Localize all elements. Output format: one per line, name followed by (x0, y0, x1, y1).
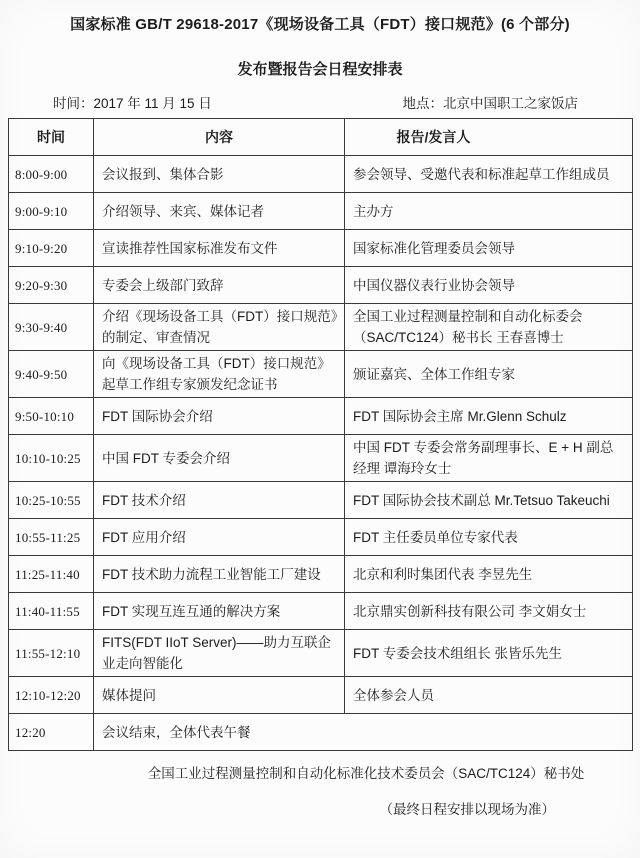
schedule-table (8, 118, 633, 751)
speaker-cell: 参会领导、受邀代表和标准起草工作组成员 (345, 156, 633, 193)
speaker-cell: 北京鼎实创新科技有限公司 李文娟女士 (345, 593, 633, 630)
content-cell: 媒体提问 (94, 677, 345, 714)
speaker-cell: 北京和利时集团代表 李昱先生 (345, 556, 633, 593)
time-cell: 9:50-10:10 (9, 398, 94, 435)
time-cell: 9:20-9:30 (9, 267, 94, 304)
schedule-row (9, 677, 633, 714)
time-cell: 9:00-9:10 (9, 193, 94, 230)
info-row (0, 92, 640, 112)
speaker-cell: FDT 专委会技术组组长 张皆乐先生 (345, 630, 633, 677)
header-content: 内容 (94, 119, 345, 156)
speaker-cell: FDT 主任委员单位专家代表 (345, 519, 633, 556)
schedule-row (9, 556, 633, 593)
schedule-row (9, 398, 633, 435)
header-time: 时间 (9, 119, 94, 156)
content-cell: FDT 实现互连互通的解决方案 (94, 593, 345, 630)
content-cell: 宣读推荐性国家标准发布文件 (94, 230, 345, 267)
header-speaker: 报告/发言人 (345, 119, 633, 156)
schedule-row (9, 482, 633, 519)
content-cell: 会议报到、集体合影 (94, 156, 345, 193)
footer-note: （最终日程安排以现场为准） (379, 802, 555, 817)
time-cell: 11:25-11:40 (9, 556, 94, 593)
content-cell: FDT 应用介绍 (94, 519, 345, 556)
speaker-cell: 中国仪器仪表行业协会领导 (345, 267, 633, 304)
speaker-cell: FDT 国际协会技术副总 Mr.Tetsuo Takeuchi (345, 482, 633, 519)
time-cell: 11:40-11:55 (9, 593, 94, 630)
schedule-row (9, 193, 633, 230)
info-location: 地点：北京中国职工之家饭店 (402, 96, 578, 111)
speaker-cell: 颁证嘉宾、全体工作组专家 (345, 351, 633, 398)
speaker-cell: FDT 国际协会主席 Mr.Glenn Schulz (345, 398, 633, 435)
time-cell: 10:25-10:55 (9, 482, 94, 519)
time-cell: 9:30-9:40 (9, 304, 94, 351)
footer-organization: 全国工业过程测量控制和自动化标准化技术委员会（SAC/TC124）秘书处 (147, 766, 585, 781)
time-cell: 10:55-11:25 (9, 519, 94, 556)
content-cell: 会议结束，全体代表午餐 (94, 714, 633, 751)
time-cell: 9:10-9:20 (9, 230, 94, 267)
time-cell: 10:10-10:25 (9, 435, 94, 482)
schedule-row (9, 267, 633, 304)
schedule-row (9, 304, 633, 351)
speaker-cell: 全体参会人员 (345, 677, 633, 714)
content-cell: FDT 技术介绍 (94, 482, 345, 519)
time-cell: 12:20 (9, 714, 94, 751)
content-cell: FDT 技术助力流程工业智能工厂建设 (94, 556, 345, 593)
content-cell: 向《现场设备工具（FDT）接口规范》起草工作组专家颁发纪念证书 (94, 351, 345, 398)
speaker-cell: 国家标准化管理委员会领导 (345, 230, 633, 267)
schedule-row (9, 230, 633, 267)
table-header-row (9, 119, 633, 156)
time-cell: 12:10-12:20 (9, 677, 94, 714)
schedule-row (9, 156, 633, 193)
speaker-cell: 主办方 (345, 193, 633, 230)
speaker-cell: 中国 FDT 专委会常务副理事长、E + H 副总经理 谭海玲女士 (345, 435, 633, 482)
time-cell: 9:40-9:50 (9, 351, 94, 398)
content-cell: 介绍领导、来宾、媒体记者 (94, 193, 345, 230)
schedule-row (9, 630, 633, 677)
schedule-row (9, 593, 633, 630)
content-cell: FDT 国际协会介绍 (94, 398, 345, 435)
schedule-row (9, 519, 633, 556)
content-cell: FITS(FDT IIoT Server)——助力互联企业走向智能化 (94, 630, 345, 677)
content-cell: 中国 FDT 专委会介绍 (94, 435, 345, 482)
time-cell: 11:55-12:10 (9, 630, 94, 677)
schedule-row (9, 351, 633, 398)
time-cell: 8:00-9:00 (9, 156, 94, 193)
schedule-row (9, 435, 633, 482)
content-cell: 介绍《现场设备工具（FDT）接口规范》的制定、审查情况 (94, 304, 345, 351)
speaker-cell: 全国工业过程测量控制和自动化标委会（SAC/TC124）秘书长 王春喜博士 (345, 304, 633, 351)
document-subtitle: 发布暨报告会日程安排表 (237, 61, 403, 78)
document-title: 国家标准 GB/T 29618-2017《现场设备工具（FDT）接口规范》(6 个部分) (70, 16, 570, 33)
info-time: 时间：2017 年 11 月 15 日 (53, 96, 212, 111)
schedule-row (9, 714, 633, 751)
content-cell: 专委会上级部门致辞 (94, 267, 345, 304)
